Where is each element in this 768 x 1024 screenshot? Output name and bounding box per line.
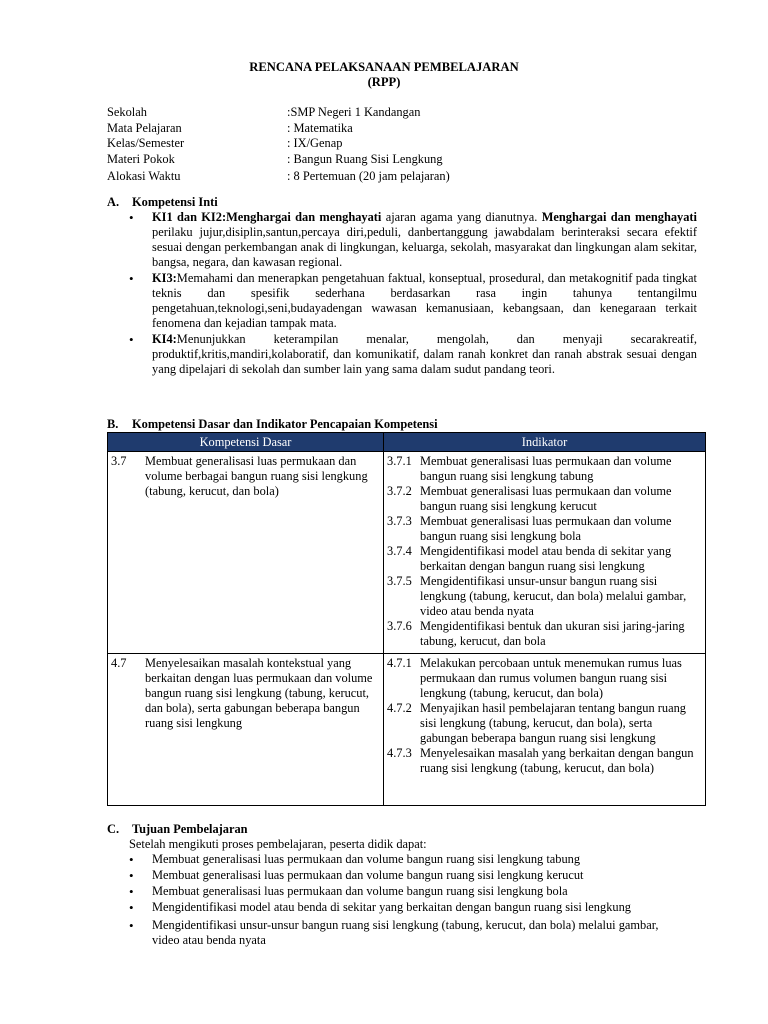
- identity-value: :SMP Negeri 1 Kandangan: [287, 105, 421, 119]
- indicator-text: Membuat generalisasi luas permukaan dan volume bangun ruang sisi lengkung tabung: [420, 454, 672, 483]
- ki-bold-label: KI1 dan KI2:Menghargai dan menghayati: [152, 210, 382, 224]
- indicator-number: 3.7.5: [387, 574, 412, 588]
- indicator-item: [387, 619, 702, 649]
- tujuan-text: Membuat generalisasi luas permukaan dan volume bangun ruang sisi lengkung tabung: [152, 852, 581, 866]
- kompetensi-table: [107, 432, 706, 806]
- indicator-item: [387, 656, 702, 701]
- title-line-1: RENCANA PELAKSANAAN PEMBELAJARAN: [249, 60, 519, 74]
- list-item: [129, 332, 697, 377]
- section-title: Kompetensi Dasar dan Indikator Pencapaian Kompetensi: [132, 417, 438, 431]
- ki-text: perilaku jujur,disiplin,santun,percaya diri,peduli, danbertanggung jawabdalam berinteraksi secara efektif sesuai dengan perkembangan anak di lingkungan, keluarga, sekolah, masyarakat dan lingkungan alam sekitar, bangsa, negara, dan kawasan regional.: [152, 225, 697, 269]
- tujuan-text: Membuat generalisasi luas permukaan dan volume bangun ruang sisi lengkung kerucut: [152, 868, 584, 882]
- identity-label: Alokasi Waktu: [107, 169, 181, 183]
- indicator-number: 4.7.2: [387, 701, 412, 715]
- indicator-text: Menyajikan hasil pembelajaran tentang bangun ruang sisi lengkung (tabung, kerucut, dan bola), serta gabungan beberapa bangun ruang sisi lengkung: [420, 701, 686, 745]
- list-item: [129, 210, 697, 270]
- column-header-indikator: Indikator: [384, 433, 706, 452]
- tujuan-text: Membuat generalisasi luas permukaan dan volume bangun ruang sisi lengkung bola: [152, 884, 568, 898]
- kd-cell: [108, 654, 384, 806]
- section-c-heading: [107, 822, 248, 837]
- indicator-text: Mengidentifikasi model atau benda di sekitar yang berkaitan dengan bangun ruang sisi lengkung: [420, 544, 672, 573]
- document-title: [0, 60, 768, 90]
- indicator-item: [387, 746, 702, 776]
- table-row: [108, 452, 706, 654]
- table-header-row: [108, 433, 706, 452]
- table-row: [108, 654, 706, 806]
- bullet-icon: •: [129, 852, 134, 867]
- ki-text: ajaran agama yang dianutnya.: [381, 210, 542, 224]
- ki-bold-label: KI3:: [152, 271, 177, 285]
- section-number: B.: [107, 417, 119, 431]
- indicator-text: Mengidentifikasi bentuk dan ukuran sisi jaring-jaring tabung, kerucut, dan bola: [420, 619, 685, 648]
- kd-entry: [111, 454, 380, 499]
- list-item: [129, 884, 689, 899]
- indicator-cell: [384, 654, 706, 806]
- bullet-icon: •: [129, 868, 134, 883]
- indicator-item: [387, 514, 702, 544]
- indicator-item: [387, 484, 702, 514]
- kd-text: Membuat generalisasi luas permukaan dan volume berbagai bangun ruang sisi lengkung (tabung, kerucut, dan bola): [145, 454, 368, 498]
- indicator-number: 3.7.2: [387, 484, 412, 498]
- ki-text: Menunjukkan keterampilan menalar, mengolah, dan menyaji secarakreatif, produktif,kritis,mandiri,kolaboratif, dan komunikatif, dalam ranah konkret dan ranah abstrak sesuai dengan yang dipelajari di sekolah dan sumber lain yang sama dalam sudut pandang teori.: [152, 332, 697, 376]
- ki-bold-label: KI4:: [152, 332, 177, 346]
- indicator-item: [387, 701, 702, 746]
- indicator-text: Membuat generalisasi luas permukaan dan volume bangun ruang sisi lengkung kerucut: [420, 484, 672, 513]
- ki-text: Memahami dan menerapkan pengetahuan faktual, konseptual, prosedural, dan metakognitif pada tingkat teknis dan spesifik sederhana berdasarkan rasa ingin tahunya tentangilmu pengetahuan,teknologi,seni,budayadengan wawasan kemanusiaan, kebangsaan, dan kenegaraan terkait fenomena dan kejadian tampak mata.: [152, 271, 697, 330]
- tujuan-list: [129, 852, 689, 948]
- bullet-icon: •: [129, 271, 134, 286]
- list-item: [129, 271, 697, 331]
- identity-label: Sekolah: [107, 105, 147, 119]
- tujuan-text: Mengidentifikasi model atau benda di sekitar yang berkaitan dengan bangun ruang sisi lengkung: [152, 900, 631, 914]
- indicator-text: Melakukan percobaan untuk menemukan rumus luas permukaan dan rumus volumen bangun ruang sisi lengkung (tabung, kerucut, dan bola): [420, 656, 682, 700]
- indicator-item: [387, 574, 702, 619]
- list-item: [129, 900, 689, 915]
- list-item: [129, 868, 689, 883]
- section-a-heading: [107, 195, 218, 210]
- section-number: C.: [107, 822, 120, 836]
- indicator-number: 3.7.6: [387, 619, 412, 633]
- column-header-kompetensi-dasar: Kompetensi Dasar: [108, 433, 384, 452]
- indicator-number: 4.7.1: [387, 656, 412, 670]
- kd-number: 3.7: [111, 454, 127, 468]
- bullet-icon: •: [129, 884, 134, 899]
- list-item: [129, 918, 689, 948]
- identity-value: : Bangun Ruang Sisi Lengkung: [287, 151, 443, 166]
- indicator-item: [387, 544, 702, 574]
- kd-entry: [111, 656, 380, 731]
- indicator-text: Membuat generalisasi luas permukaan dan volume bangun ruang sisi lengkung bola: [420, 514, 672, 543]
- identity-value: : 8 Pertemuan (20 jam pelajaran): [287, 169, 450, 183]
- indicator-number: 3.7.4: [387, 544, 412, 558]
- tujuan-intro: Setelah mengikuti proses pembelajaran, peserta didik dapat:: [129, 837, 427, 851]
- identity-value: : Matematika: [287, 120, 353, 135]
- indicator-number: 3.7.1: [387, 454, 412, 468]
- ki-bold-label: Menghargai dan menghayati: [541, 210, 698, 224]
- section-title: Tujuan Pembelajaran: [132, 822, 248, 836]
- bullet-icon: •: [129, 900, 134, 915]
- indicator-number: 3.7.3: [387, 514, 412, 528]
- indicator-cell: [384, 452, 706, 654]
- identity-value: : IX/Genap: [287, 136, 343, 150]
- identity-label: Materi Pokok: [107, 151, 175, 166]
- tujuan-text: Mengidentifikasi unsur-unsur bangun ruang sisi lengkung (tabung, kerucut, dan bola) melalui gambar, video atau benda nyata: [152, 918, 659, 947]
- section-number: A.: [107, 195, 120, 209]
- bullet-icon: •: [129, 332, 134, 347]
- kompetensi-inti-list: [129, 210, 697, 377]
- list-item: [129, 852, 689, 867]
- kd-text: Menyelesaikan masalah kontekstual yang berkaitan dengan luas permukaan dan volume bangun ruang sisi lengkung (tabung, kerucut, dan bola), serta gabungan beberapa bangun ruang sisi lengkung: [145, 656, 373, 730]
- title-line-2: (RPP): [367, 75, 401, 89]
- section-title: Kompetensi Inti: [132, 195, 218, 209]
- identity-label: Kelas/Semester: [107, 136, 185, 150]
- kd-number: 4.7: [111, 656, 127, 670]
- indicator-number: 4.7.3: [387, 746, 412, 760]
- section-b-heading: [107, 417, 438, 432]
- indicator-text: Menyelesaikan masalah yang berkaitan dengan bangun ruang sisi lengkung (tabung, kerucut, dan bola): [420, 746, 694, 775]
- bullet-icon: •: [129, 210, 134, 225]
- indicator-text: Mengidentifikasi unsur-unsur bangun ruang sisi lengkung (tabung, kerucut, dan bola) melalui gambar, video atau benda nyata: [420, 574, 687, 618]
- bullet-icon: •: [129, 918, 134, 933]
- kd-cell: [108, 452, 384, 654]
- indicator-item: [387, 454, 702, 484]
- identity-label: Mata Pelajaran: [107, 120, 182, 135]
